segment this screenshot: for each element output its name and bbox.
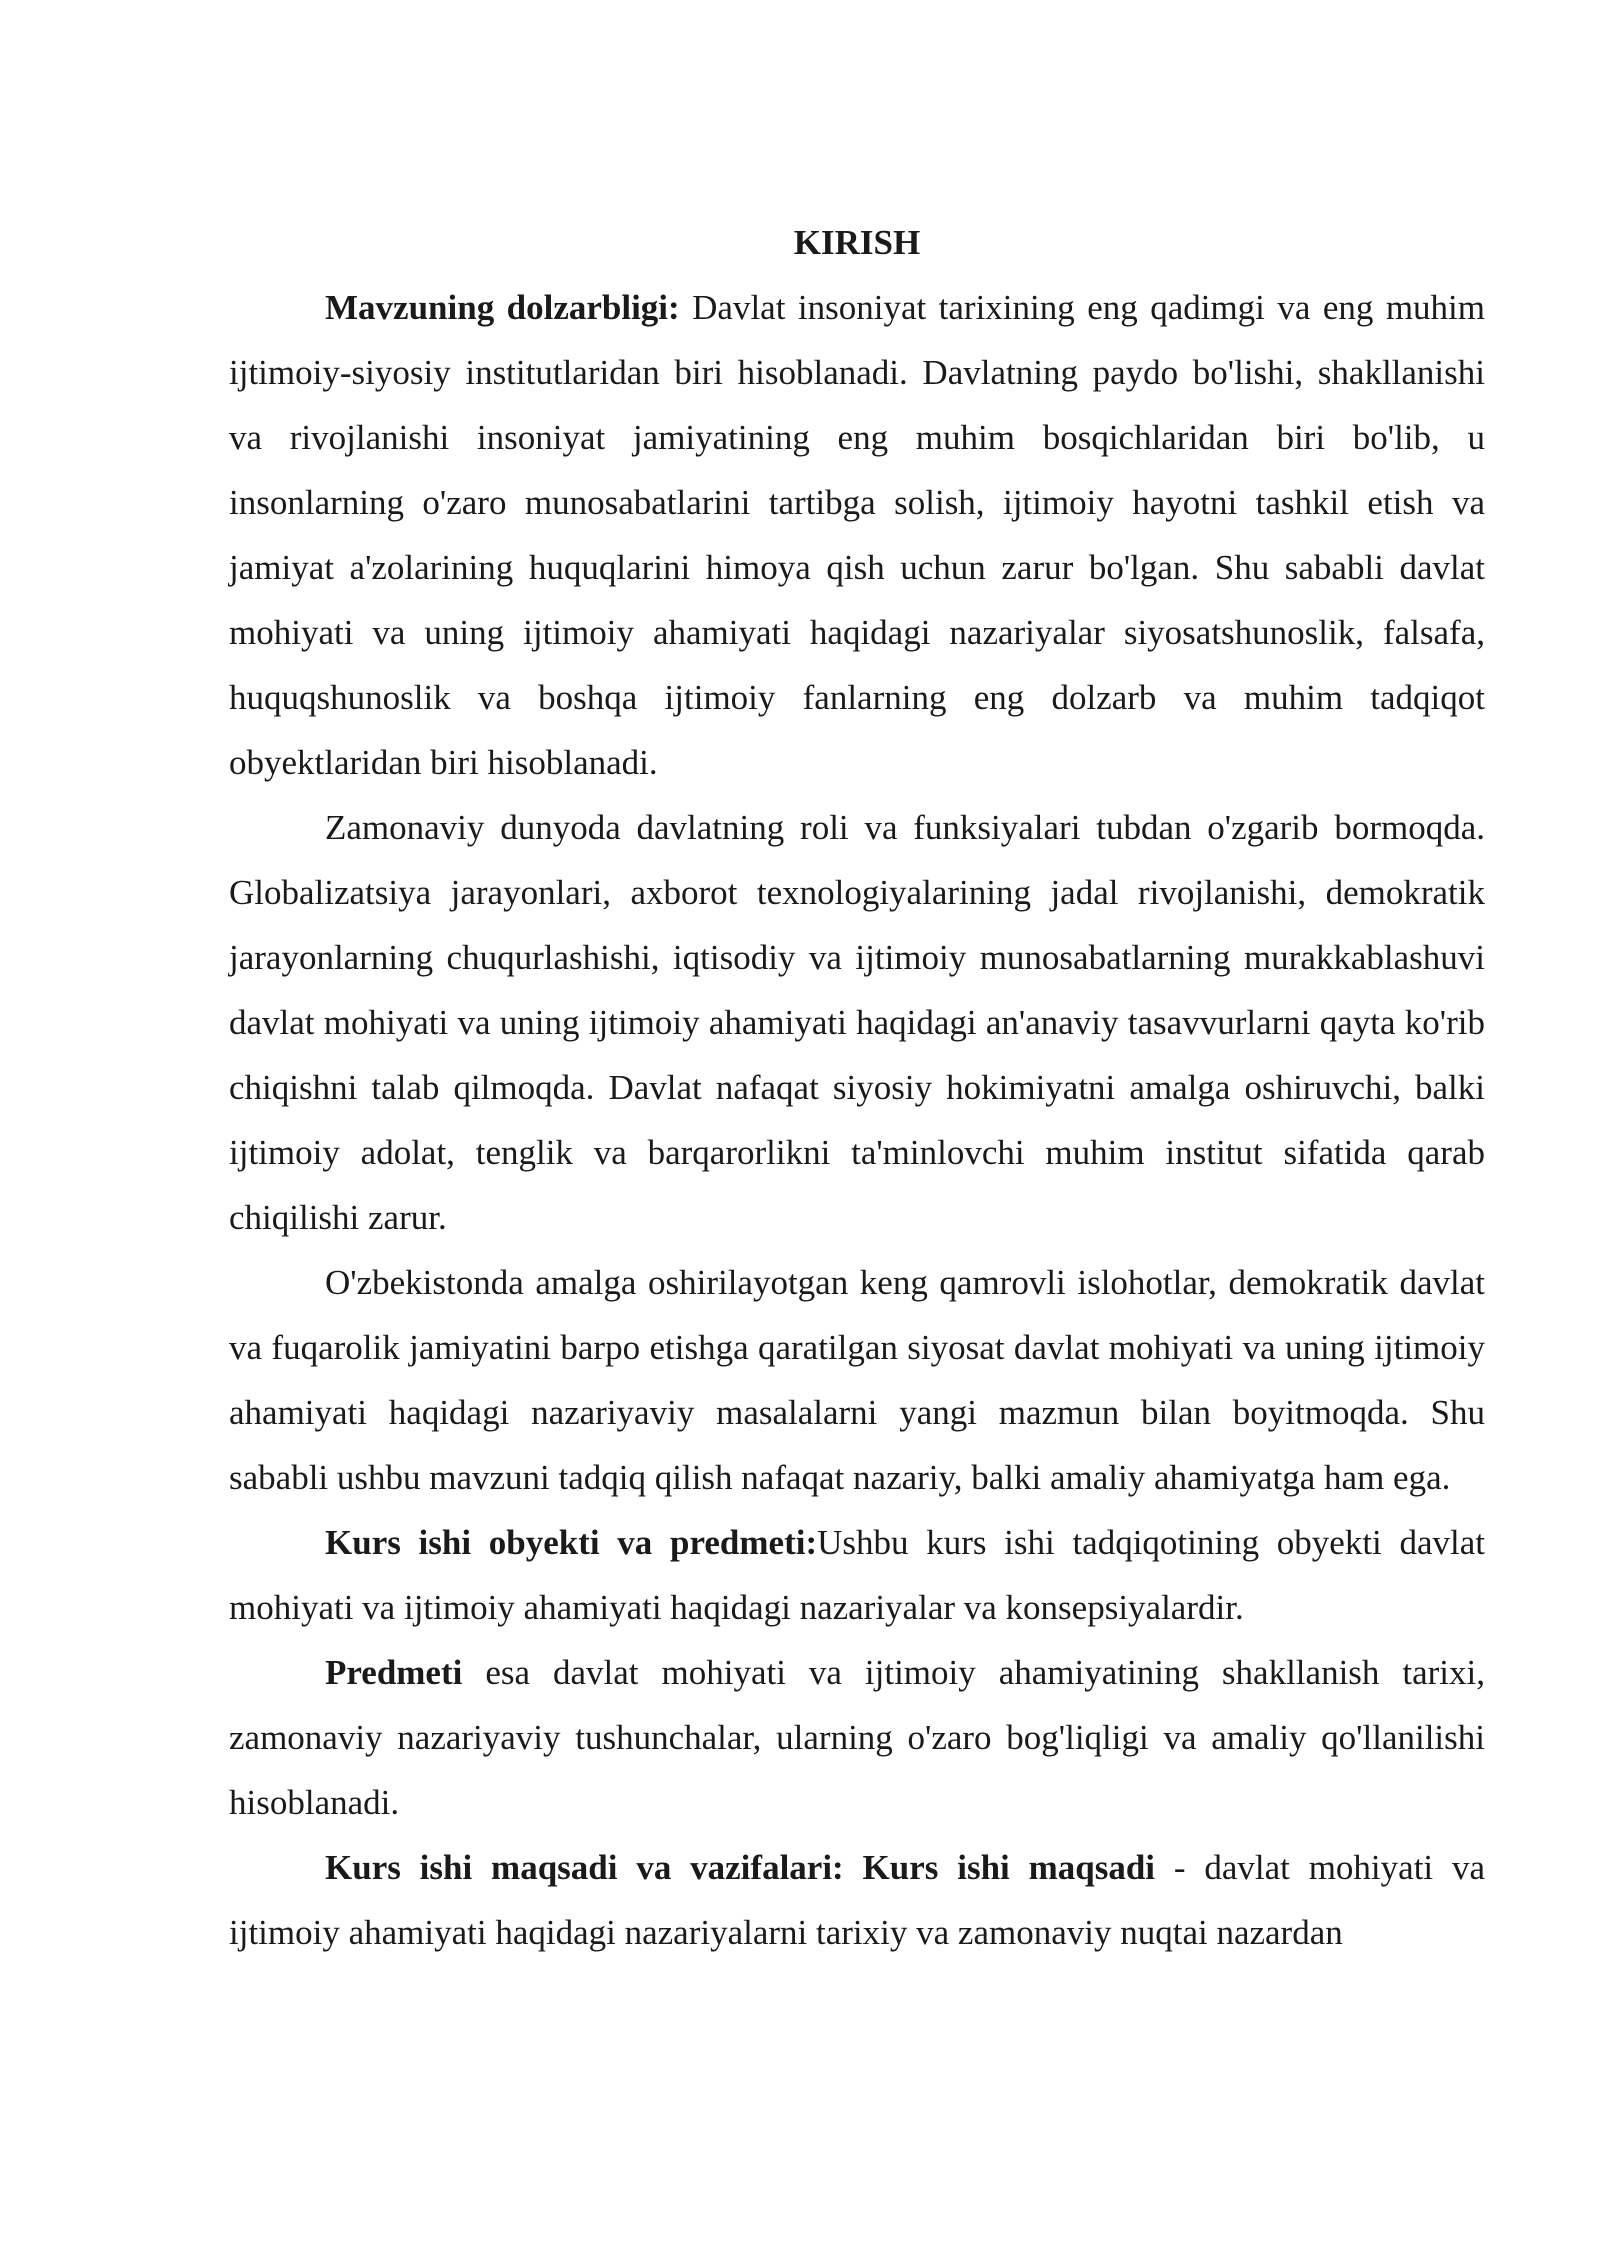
paragraph-text: esa davlat mohiyati va ijtimoiy ahamiyatining shakllanish tarixi, zamonaviy nazariyaviy tushunchalar, ularning o'zaro bog'liqligi va amaliy qo'llanilishi hisoblanadi. (229, 1653, 1485, 1822)
paragraph-uzbekistan (229, 1250, 1485, 1510)
paragraph-object (229, 1510, 1485, 1640)
paragraph-lead: Kurs ishi obyekti va predmeti: (325, 1523, 818, 1562)
paragraph-text: Ushbu kurs ishi tadqiqotining obyekti davlat mohiyati va ijtimoiy ahamiyati haqidagi nazariyalar va konsepsiyalardir. (229, 1523, 1485, 1627)
paragraph-goals (229, 1835, 1485, 1965)
paragraph-text: - davlat mohiyati va ijtimoiy ahamiyati haqidagi nazariyalarni tarixiy va zamonaviy nuqtai nazardan (229, 1848, 1486, 1952)
paragraph-modern-world (229, 795, 1485, 1250)
paragraph-relevance (229, 275, 1485, 795)
paragraph-lead: Kurs ishi maqsadi va vazifalari: Kurs ishi maqsadi (325, 1848, 1156, 1887)
paragraph-lead: Predmeti (325, 1653, 463, 1692)
paragraph-text: Davlat insoniyat tarixining eng qadimgi va eng muhim ijtimoiy-siyosiy institutlaridan biri hisoblanadi. Davlatning paydo bo'lishi, shakllanishi va rivojlanishi insoniyat jamiyatining eng muhim bosqichlaridan biri bo'lib, u insonlarning o'zaro munosabatlarini tartibga solish, ijtimoiy hayotni tashkil etish va jamiyat a'zolarining huquqlarini himoya qish uchun zarur bo'lgan. Shu sababli davlat mohiyati va uning ijtimoiy ahamiyati haqidagi nazariyalar siyosatshunoslik, falsafa, huquqshunoslik va boshqa ijtimoiy fanlarning eng dolzarb va muhim tadqiqot obyektlaridan biri hisoblanadi. (229, 288, 1485, 782)
page-title: KIRISH (793, 223, 921, 262)
paragraph-text: Zamonaviy dunyoda davlatning roli va funksiyalari tubdan o'zgarib bormoqda. Globalizatsiya jarayonlari, axborot texnologiyalarining jadal rivojlanishi, demokratik jarayonlarning chuqurlashishi, iqtisodiy va ijtimoiy munosabatlarning murakkablashuvi davlat mohiyati va uning ijtimoiy ahamiyati haqidagi an'anaviy tasavvurlarni qayta ko'rib chiqishni talab qilmoqda. Davlat nafaqat siyosiy hokimiyatni amalga oshiruvchi, balki ijtimoiy adolat, tenglik va barqarorlikni ta'minlovchi muhim institut sifatida qarab chiqilishi zarur. (229, 808, 1485, 1237)
paragraph-text: O'zbekistonda amalga oshirilayotgan keng qamrovli islohotlar, demokratik davlat va fuqarolik jamiyatini barpo etishga qaratilgan siyosat davlat mohiyati va uning ijtimoiy ahamiyati haqidagi nazariyaviy masalalarni yangi mazmun bilan boyitmoqda. Shu sababli ushbu mavzuni tadqiq qilish nafaqat nazariy, balki amaliy ahamiyatga ham ega. (229, 1263, 1485, 1497)
document-body (229, 210, 1485, 1965)
paragraph-subject (229, 1640, 1485, 1835)
paragraph-lead: Mavzuning dolzarbligi: (325, 288, 680, 327)
